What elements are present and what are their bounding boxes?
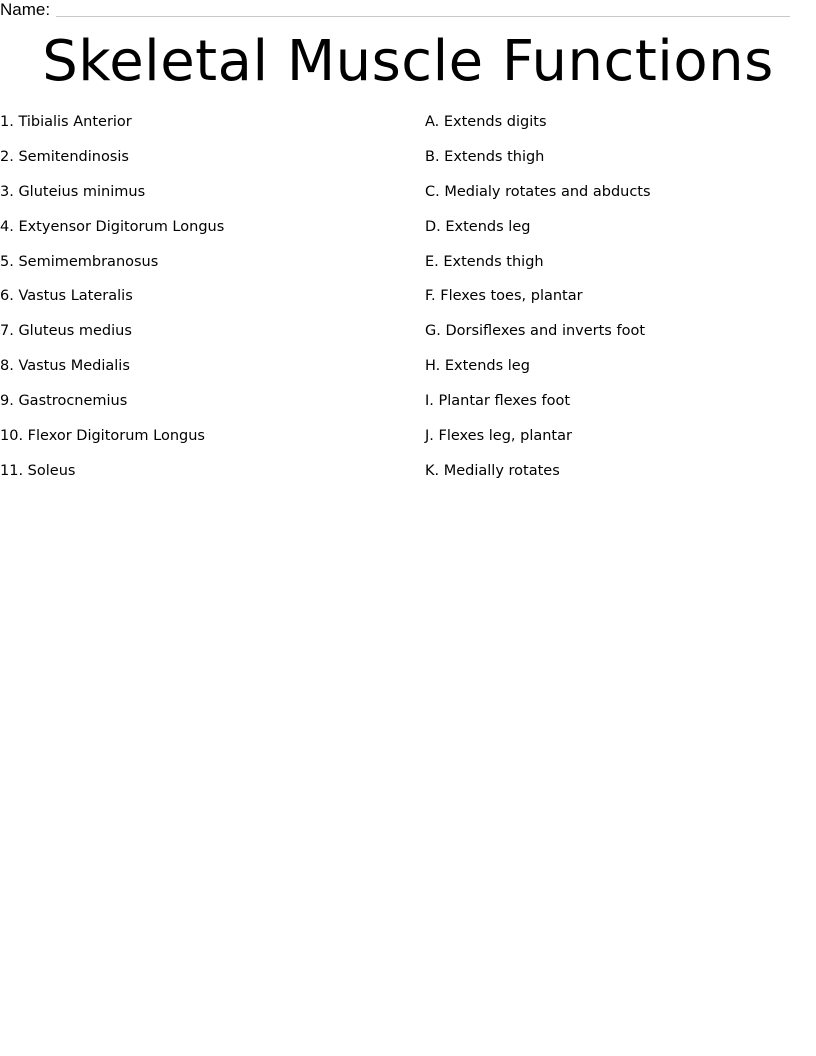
definition-item: I. Plantar flexes foot [425, 393, 571, 410]
definition-item: H. Extends leg [425, 358, 530, 375]
definition-item: B. Extends thigh [425, 148, 545, 165]
definition-item: G. Dorsiflexes and inverts foot [425, 323, 646, 340]
definition-item: A. Extends digits [425, 114, 547, 130]
definition-item: K. Medially rotates [425, 462, 560, 479]
terms-list [0, 112, 400, 496]
name-blank-line [56, 15, 790, 17]
term-item: 8. Vastus Medialis [0, 358, 130, 375]
term-item: 2. Semitendinosis [0, 148, 129, 165]
term-item: 6. Vastus Lateralis [0, 288, 133, 305]
name-label: Name: [0, 0, 51, 19]
definition-item: F. Flexes toes, plantar [425, 288, 583, 305]
definition-item: D. Extends leg [425, 218, 531, 235]
page-title: Skeletal Muscle Functions [42, 29, 774, 94]
name-field-row [0, 0, 790, 20]
term-item: 11. Soleus [0, 462, 76, 479]
definition-item: E. Extends thigh [425, 253, 544, 270]
definition-item: J. Flexes leg, plantar [425, 428, 572, 445]
definition-item: C. Medialy rotates and abducts [425, 183, 651, 200]
term-item: 10. Flexor Digitorum Longus [0, 428, 205, 445]
term-item: 1. Tibialis Anterior [0, 114, 132, 130]
term-item: 7. Gluteus medius [0, 323, 132, 340]
term-item: 5. Semimembranosus [0, 253, 159, 270]
term-item: 3. Gluteius minimus [0, 183, 146, 200]
definitions-list [425, 112, 810, 496]
term-item: 4. Extyensor Digitorum Longus [0, 218, 225, 235]
term-item: 9. Gastrocnemius [0, 393, 128, 410]
